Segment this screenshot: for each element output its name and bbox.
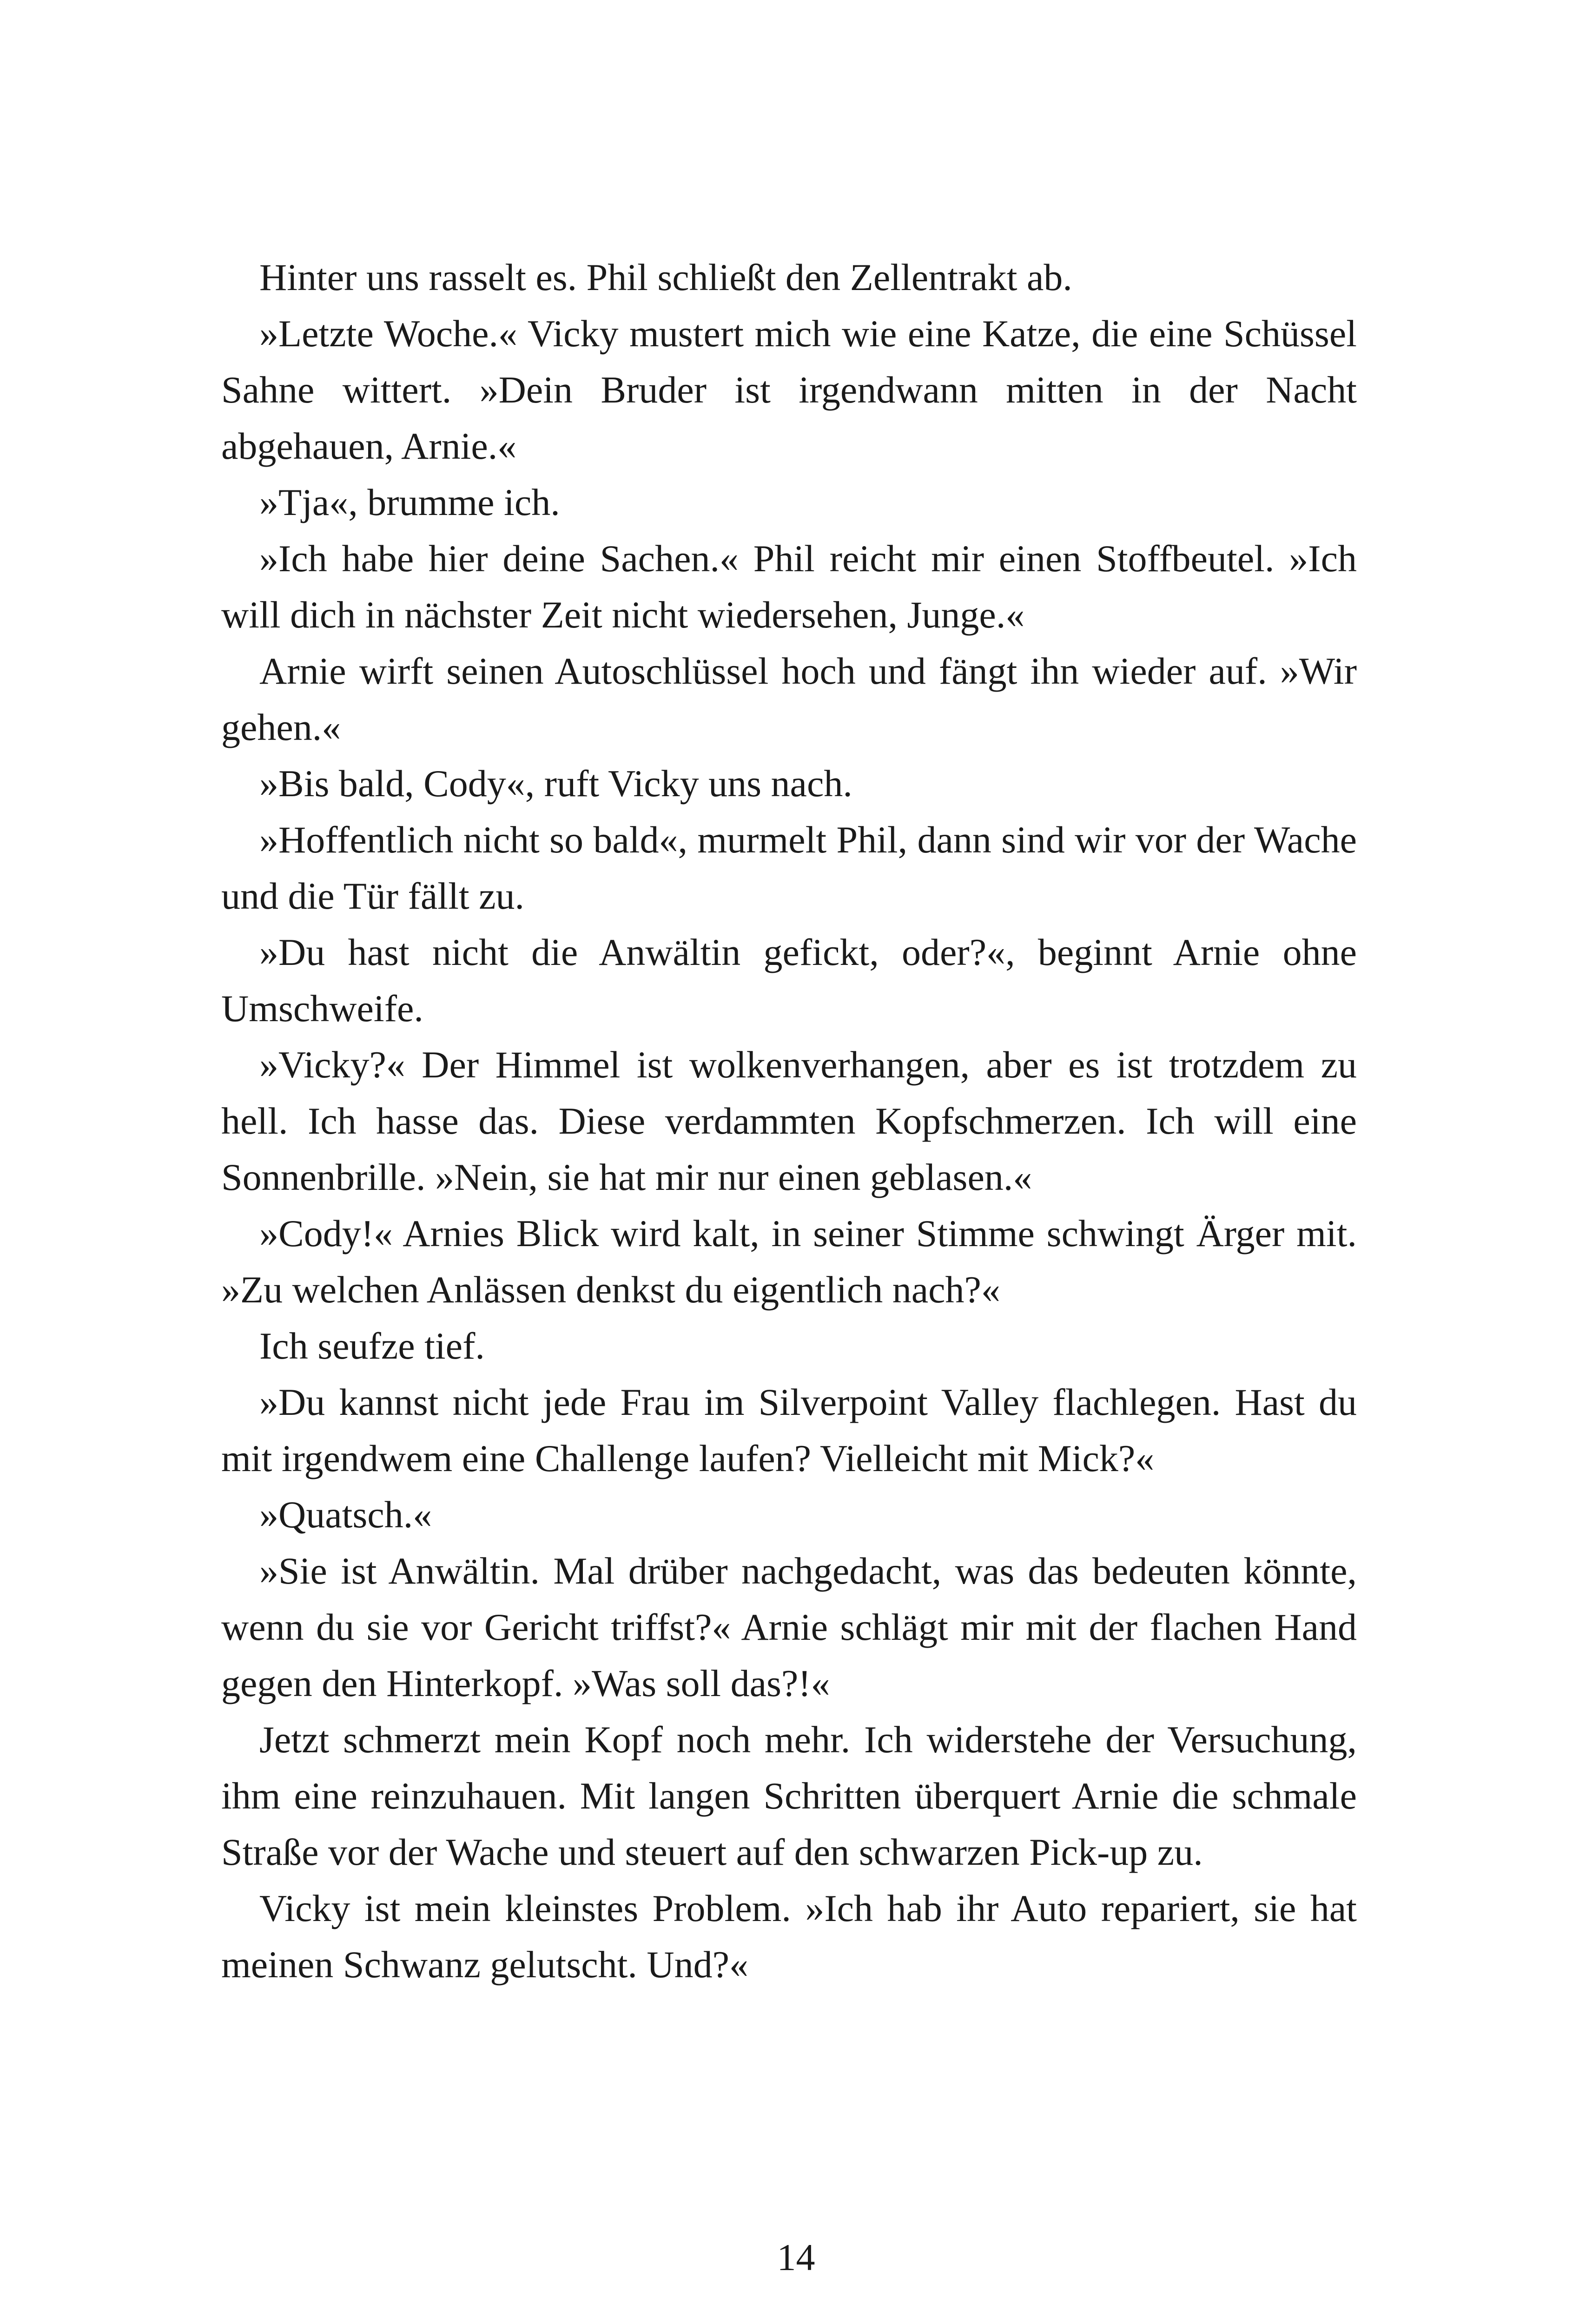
paragraph-16: Vicky ist mein kleinstes Problem. »Ich hab ihr Auto repariert, sie hat meinen Schwanz gelutscht. Und?« bbox=[221, 1887, 1357, 1986]
body-text bbox=[221, 249, 1357, 1993]
paragraph-15: Jetzt schmerzt mein Kopf noch mehr. Ich widerstehe der Versuchung, ihm eine reinzuhauen. Mit langen Schritten überquert Arnie die schmale Straße vor der Wache und steuert auf den schwarzen Pick-up zu. bbox=[221, 1718, 1357, 1873]
paragraph-12: »Du kannst nicht jede Frau im Silverpoint Valley flachlegen. Hast du mit irgendwem eine Challenge laufen? Vielleicht mit Mick?« bbox=[221, 1381, 1357, 1479]
paragraph-9: »Vicky?« Der Himmel ist wolkenverhangen, aber es ist trotzdem zu hell. Ich hasse das. Diese verdammten Kopfschmerzen. Ich will eine Sonnenbrille. »Nein, sie hat mir nur einen geblasen.« bbox=[221, 1043, 1357, 1198]
paragraph-10: »Cody!« Arnies Blick wird kalt, in seiner Stimme schwingt Ärger mit. »Zu welchen Anlässen denkst du eigentlich nach?« bbox=[221, 1212, 1357, 1311]
paragraph-1: Hinter uns rasselt es. Phil schließt den Zellentrakt ab. bbox=[259, 256, 1072, 298]
paragraph-3: »Tja«, brumme ich. bbox=[259, 481, 560, 523]
paragraph-14: »Sie ist Anwältin. Mal drüber nachgedacht, was das bedeuten könnte, wenn du sie vor Gericht triffst?« Arnie schlägt mir mit der flachen Hand gegen den Hinterkopf. »Was soll das?!« bbox=[221, 1550, 1357, 1704]
paragraph-13: »Quatsch.« bbox=[259, 1493, 432, 1536]
paragraph-11: Ich seufze tief. bbox=[259, 1325, 485, 1367]
paragraph-4: »Ich habe hier deine Sachen.« Phil reicht mir einen Stoffbeutel. »Ich will dich in nächster Zeit nicht wiedersehen, Junge.« bbox=[221, 537, 1357, 636]
paragraph-5: Arnie wirft seinen Autoschlüssel hoch und fängt ihn wieder auf. »Wir gehen.« bbox=[221, 650, 1357, 748]
page-number: 14 bbox=[777, 2236, 815, 2278]
paragraph-6: »Bis bald, Cody«, ruft Vicky uns nach. bbox=[259, 762, 852, 805]
paragraph-2: »Letzte Woche.« Vicky mustert mich wie eine Katze, die eine Schüssel Sahne wittert. »Dein Bruder ist irgendwann mitten in der Nacht abgehauen, Arnie.« bbox=[221, 312, 1357, 467]
paragraph-8: »Du hast nicht die Anwältin gefickt, oder?«, beginnt Arnie ohne Umschweife. bbox=[221, 931, 1357, 1030]
paragraph-7: »Hoffentlich nicht so bald«, murmelt Phil, dann sind wir vor der Wache und die Tür fällt zu. bbox=[221, 819, 1357, 917]
